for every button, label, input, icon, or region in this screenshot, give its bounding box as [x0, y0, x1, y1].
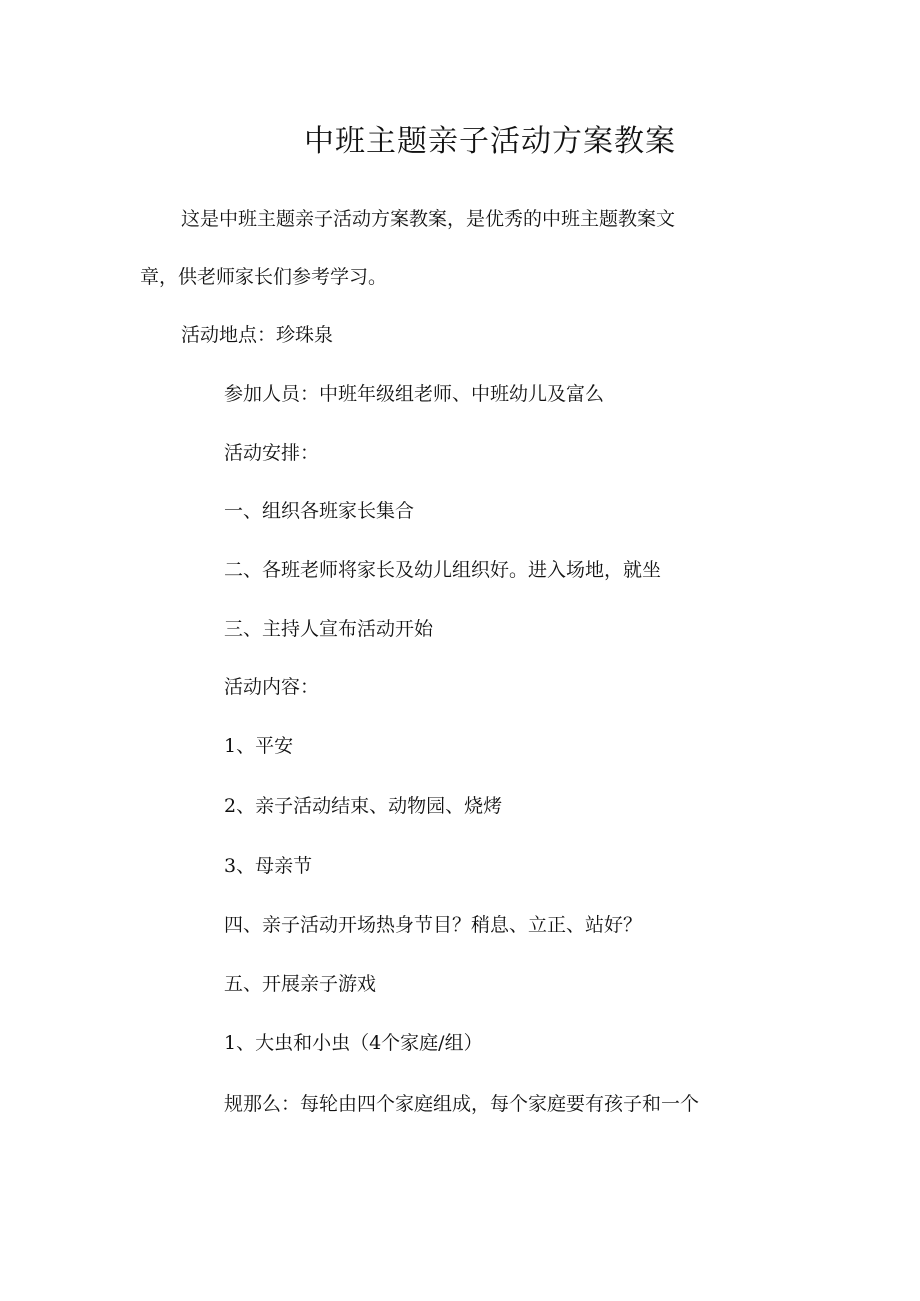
section-4: 四、亲子活动开场热身节目？稍息、立正、站好？ [224, 914, 643, 936]
arrangement-item-2: 二、各班老师将家长及幼儿组织好。进入场地，就坐 [224, 559, 662, 581]
content-item-1: 1、平安 [224, 735, 294, 757]
content-item-2: 2、亲子活动结束、动物园、烧烤 [224, 795, 503, 817]
arrangement-heading: 活动安排： [224, 442, 320, 464]
section-5: 五、开展亲子游戏 [224, 973, 377, 995]
participants: 参加人员：中班年级组老师、中班幼儿及富么 [224, 383, 605, 405]
activity-location: 活动地点：珍珠泉 [181, 324, 334, 346]
content-item-3: 3、母亲节 [224, 855, 313, 877]
intro-line-2: 章，供老师家长们参考学习。 [140, 266, 388, 288]
intro-line-1: 这是中班主题亲子活动方案教案，是优秀的中班主题教案文 [181, 208, 676, 230]
arrangement-item-3: 三、主持人宣布活动开始 [224, 618, 434, 640]
content-heading: 活动内容： [224, 676, 320, 698]
document-title: 中班主题亲子活动方案教案 [304, 124, 676, 159]
game-item-1: 1、大虫和小虫（4个家庭/组） [224, 1032, 483, 1054]
game-rules: 规那么：每轮由四个家庭组成，每个家庭要有孩子和一个 [224, 1093, 700, 1115]
arrangement-item-1: 一、组织各班家长集合 [224, 500, 415, 522]
